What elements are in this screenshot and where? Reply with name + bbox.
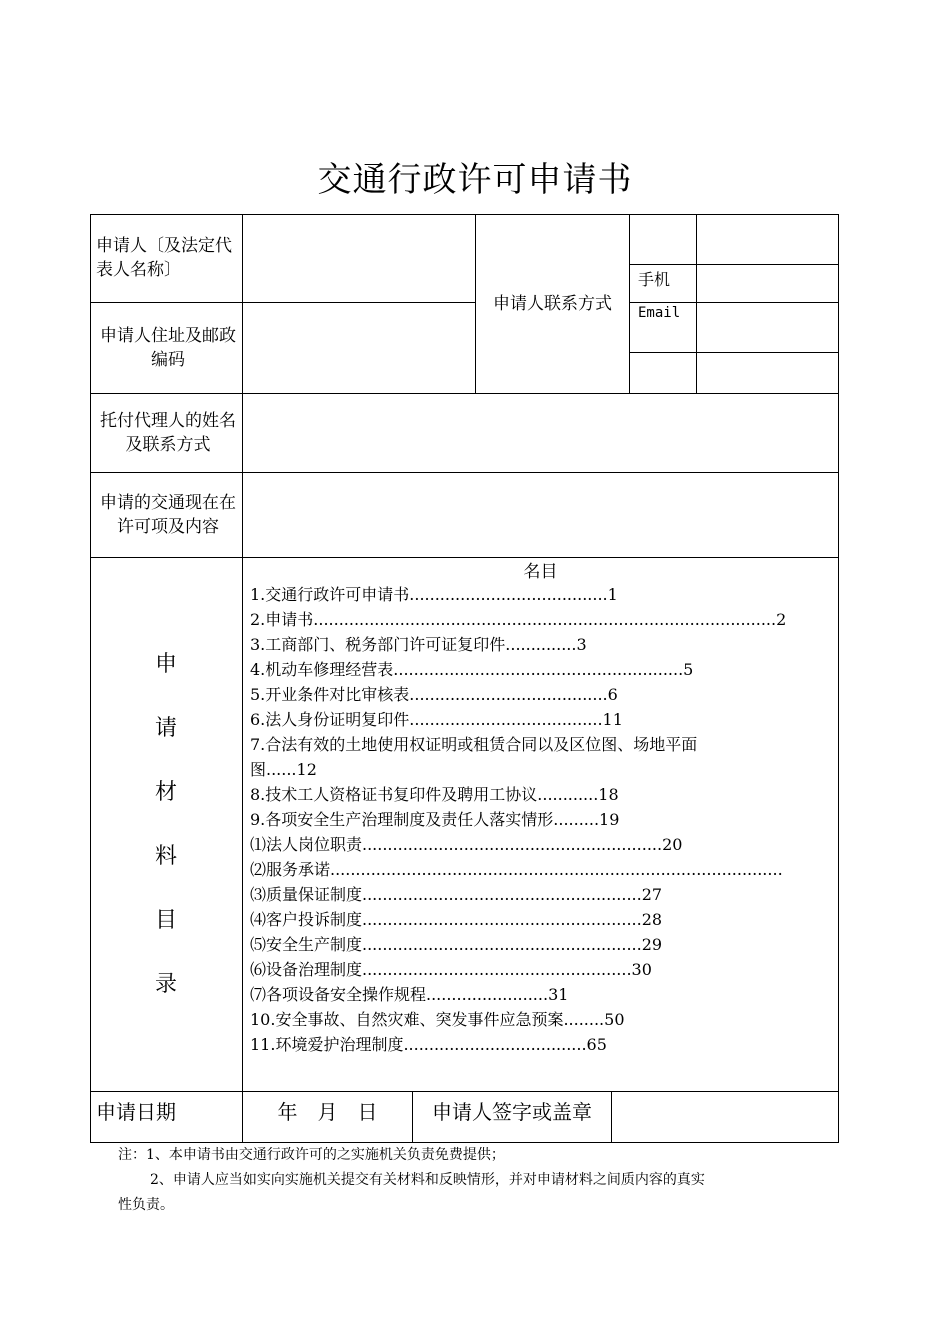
materials-char: 请 — [154, 715, 177, 741]
toc-line: 4.机动车修理经营表.........................................................5 — [250, 660, 694, 679]
contact-label: 申请人联系方式 — [493, 294, 612, 314]
permit-item-field[interactable] — [243, 473, 838, 557]
agent-label: 托付代理人的姓名及联系方式 — [100, 411, 236, 455]
applicant-name-field[interactable] — [243, 215, 475, 302]
email-label: Email — [638, 305, 681, 321]
toc-line: 10.安全事故、自然灾难、突发事件应急预案........50 — [250, 1010, 625, 1029]
note-line-1: 注：1、本申请书由交通行政许可的之实施机关负责免费提供； — [118, 1147, 505, 1163]
note-line-2: 2、申请人应当如实向实施机关提交有关材料和反映情形，并对申请材料之间质内容的真实 — [150, 1172, 705, 1188]
applicant-address-field[interactable] — [243, 303, 475, 393]
toc-line: 图......12 — [250, 760, 317, 779]
toc-line: ⑴法人岗位职责...........................................................20 — [250, 835, 683, 854]
toc-line: ⑶质量保证制度.......................................................27 — [250, 885, 663, 904]
materials-char: 材 — [154, 779, 177, 805]
toc-line: 8.技术工人资格证书复印件及聘用工协议............18 — [250, 785, 619, 804]
materials-char: 目 — [154, 907, 177, 933]
toc-line: ⑹设备治理制度.....................................................30 — [250, 960, 652, 979]
toc-line: ⑺各项设备安全操作规程........................31 — [250, 985, 569, 1004]
email-field[interactable] — [697, 303, 838, 352]
document-title: 交通行政许可申请书 — [317, 160, 633, 200]
signature-field[interactable] — [612, 1092, 838, 1142]
toc-line: 5.开业条件对比审核表.......................................6 — [250, 685, 618, 704]
toc-heading: 名目 — [523, 562, 558, 582]
materials-char: 申 — [154, 651, 177, 677]
applicant-address-label: 申请人住址及邮政编码 — [100, 326, 236, 370]
application-date-field[interactable]: 年 月 日 — [277, 1100, 378, 1124]
permit-item-label: 申请的交通现在在许可项及内容 — [100, 493, 236, 537]
materials-char: 录 — [154, 971, 177, 997]
materials-list-label — [90, 558, 242, 1091]
mobile-field[interactable] — [697, 265, 838, 302]
applicant-name-label: 申请人〔及法定代表人名称〕 — [96, 236, 232, 280]
toc-line: ⑵服务承诺......................................................................................... — [250, 860, 783, 879]
toc-line: 1.交通行政许可申请书.......................................1 — [250, 585, 618, 604]
materials-char: 料 — [154, 843, 177, 869]
toc-line: ⑷客户投诉制度.......................................................28 — [250, 910, 663, 929]
toc-line: 11.环境爱护治理制度....................................65 — [250, 1035, 607, 1054]
toc-line: 6.法人身份证明复印件......................................11 — [250, 710, 623, 729]
toc-line: 3.工商部门、税务部门许可证复印件..............3 — [250, 635, 587, 654]
application-date-label: 申请日期 — [96, 1100, 176, 1124]
toc-line: ⑸安全生产制度.......................................................29 — [250, 935, 663, 954]
note-line-3: 性负责。 — [118, 1197, 174, 1213]
signature-label: 申请人签字或盖章 — [432, 1100, 592, 1124]
toc-line: 2.申请书...........................................................................................2 — [250, 610, 787, 629]
toc-line: 7.合法有效的土地使用权证明或租赁合同以及区位图、场地平面 — [250, 735, 698, 754]
agent-field[interactable] — [243, 394, 838, 472]
mobile-label: 手机 — [638, 270, 671, 289]
toc-line: 9.各项安全生产治理制度及责任人落实情形.........19 — [250, 810, 620, 829]
